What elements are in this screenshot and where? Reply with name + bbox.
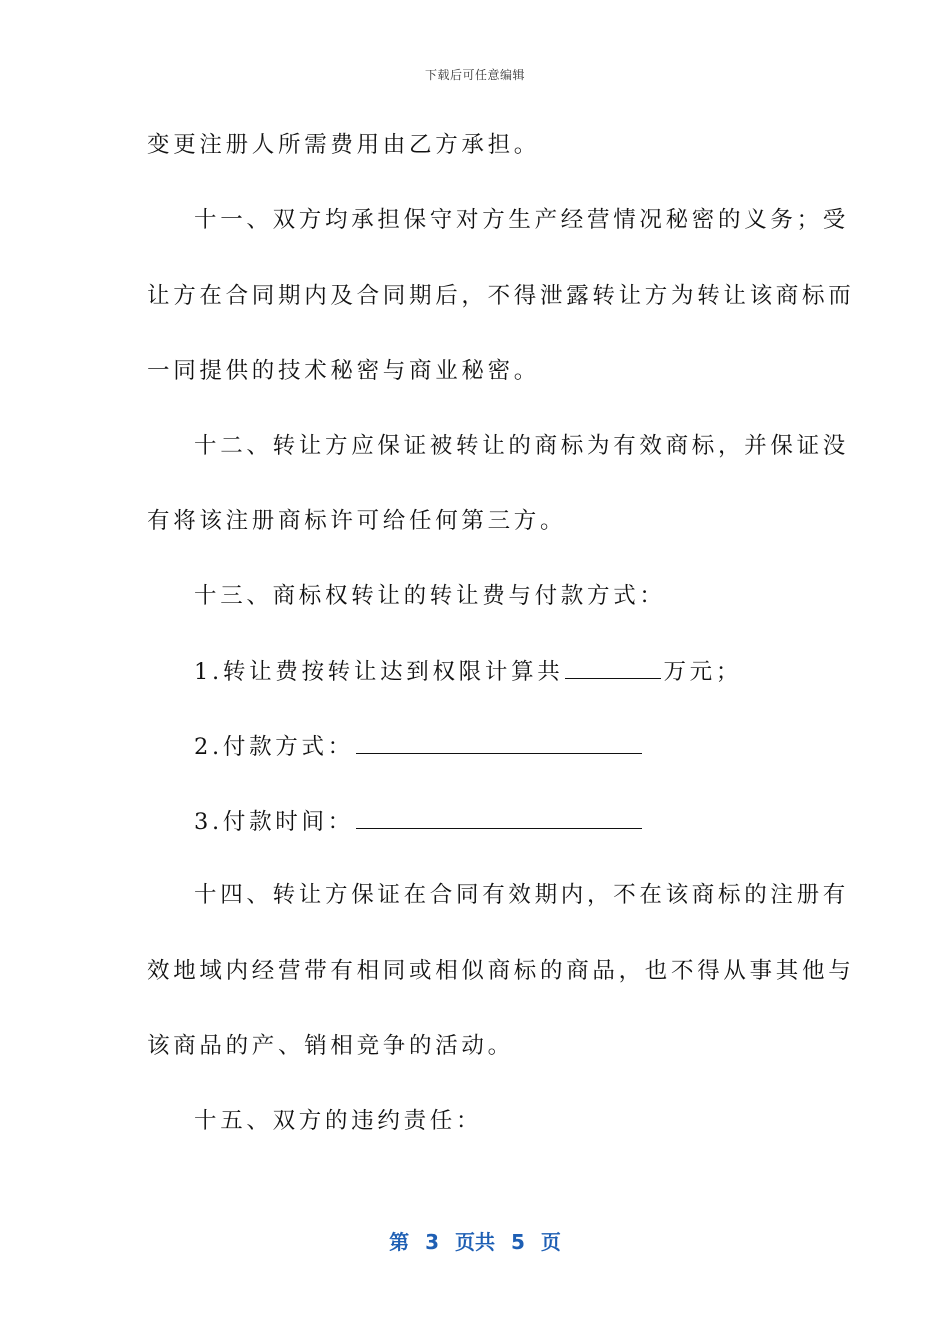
paragraph-line: 有将该注册商标许可给任何第三方。	[147, 508, 567, 534]
list-item-payment-time-text: 3.付款时间：	[194, 809, 354, 835]
footer-page-total: 5	[511, 1230, 525, 1254]
footer-page-current: 3	[425, 1230, 439, 1254]
paragraph-line: 该商品的产、销相竞争的活动。	[147, 1033, 514, 1059]
fee-amount-blank	[565, 656, 661, 679]
paragraph-line: 一同提供的技术秘密与商业秘密。	[147, 358, 541, 384]
paragraph-line: 十五、双方的违约责任：	[194, 1108, 483, 1134]
payment-time-blank	[356, 806, 642, 829]
list-item-fee-unit: 万元；	[663, 659, 743, 685]
list-item-payment-time	[194, 806, 644, 837]
footer-middle: 页共	[455, 1230, 495, 1254]
list-item-payment-method-text: 2.付款方式：	[194, 734, 354, 760]
footer-suffix: 页	[540, 1230, 561, 1254]
list-item-payment-method	[194, 731, 644, 762]
paragraph-line: 十一、双方均承担保守对方生产经营情况秘密的义务；受	[194, 207, 850, 233]
paragraph-line: 十四、转让方保证在合同有效期内，不在该商标的注册有	[194, 882, 850, 908]
paragraph-line: 十三、商标权转让的转让费与付款方式：	[194, 583, 666, 609]
list-item-fee	[194, 656, 742, 687]
page-footer	[0, 1226, 950, 1255]
paragraph-line: 效地域内经营带有相同或相似商标的商品，也不得从事其他与	[147, 958, 855, 984]
header-note: 下载后可任意编辑	[424, 68, 525, 82]
list-item-fee-text: 1.转让费按转让达到权限计算共	[194, 659, 564, 685]
footer-prefix: 第	[389, 1230, 410, 1254]
payment-method-blank	[356, 731, 642, 754]
paragraph-line: 变更注册人所需费用由乙方承担。	[147, 132, 541, 158]
paragraph-line: 让方在合同期内及合同期后，不得泄露转让方为转让该商标而	[147, 283, 855, 309]
paragraph-line: 十二、转让方应保证被转让的商标为有效商标，并保证没	[194, 433, 850, 459]
